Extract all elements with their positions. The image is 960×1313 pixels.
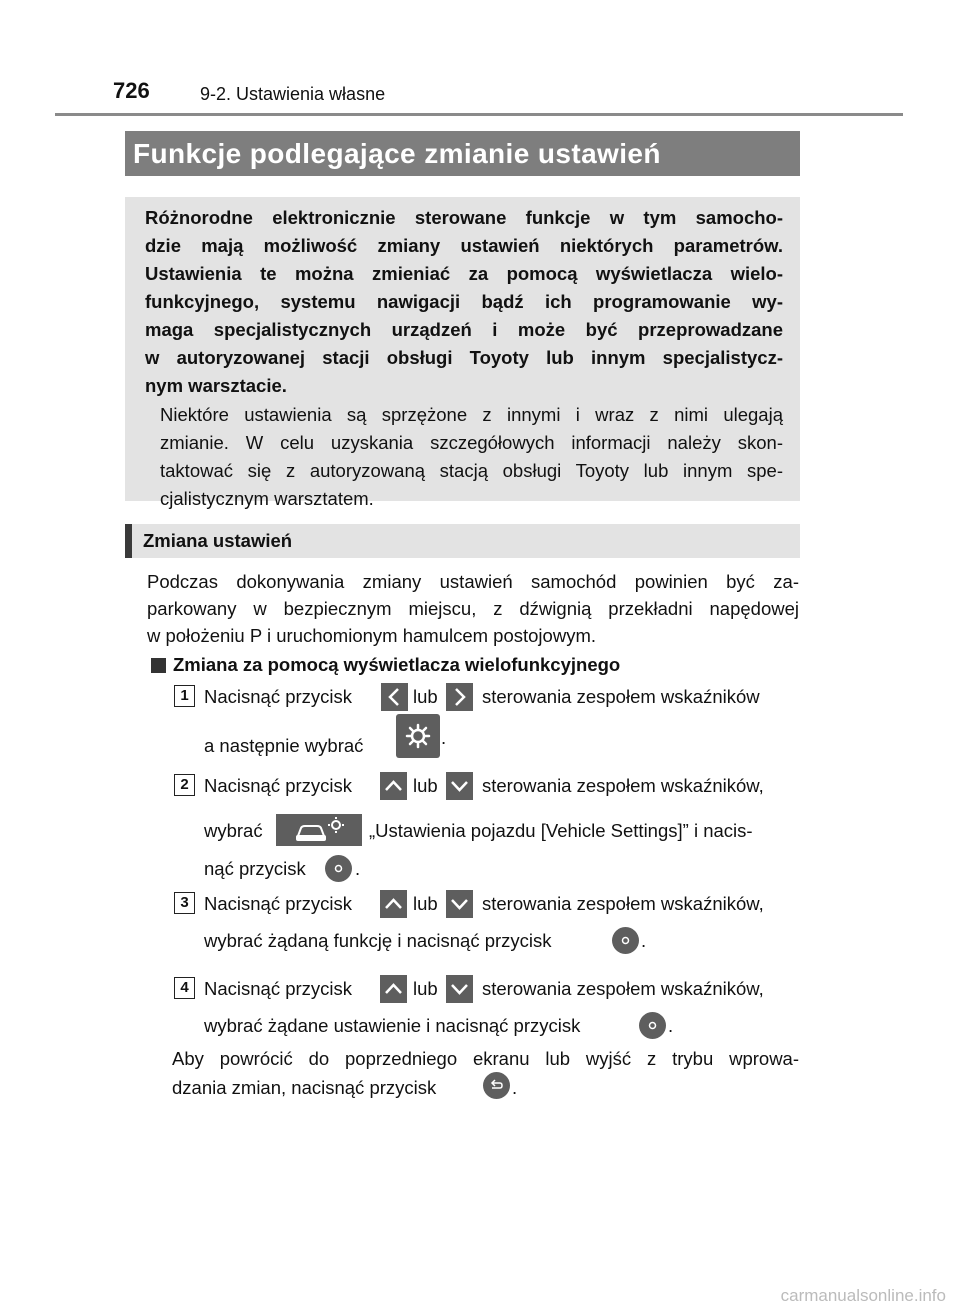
page-number: 726 [113,78,150,103]
step-text: . [641,930,647,951]
step-text: Nacisnąć przycisk [204,686,353,707]
chevron-down-icon [446,772,473,800]
step-text: . [668,1015,674,1036]
step-text: nąć przycisk [204,858,306,879]
step-text: lub [413,893,438,914]
intro-line: Podczas dokonywania zmiany ustawień samochód powinien być za- [147,571,799,592]
step-number: 4 [174,977,195,999]
step-number: 1 [174,685,195,707]
intro-line: w położeniu P i uruchomionym hamulcem postojowym. [147,625,596,646]
info-line: funkcyjnego, systemu nawigacji bądź ich programowanie wy- [145,291,783,312]
note-line: zmianie. W celu uzyskania szczegółowych informacji należy skon- [160,432,783,453]
step-text: Nacisnąć przycisk [204,978,353,999]
info-line: dzie mają możliwość zmiany ustawień niektórych parametrów. [145,235,783,256]
chevron-right-icon [446,683,473,711]
step-text: a następnie wybrać [204,735,364,756]
chevron-up-icon [380,975,407,1003]
info-line: nym warsztacie. [145,375,287,396]
step-text: wybrać żądaną funkcję i nacisnąć przycisk [204,930,552,951]
final-line: dzania zmian, nacisnąć przycisk [172,1077,437,1098]
bullet-square-icon [151,658,166,673]
ok-button-icon [612,927,639,954]
subsection-accent [125,524,132,558]
chevron-left-icon [381,683,408,711]
bullet-heading: Zmiana za pomocą wyświetlacza wielofunkcyjnego [173,654,621,675]
note-line: cjalistycznym warsztatem. [160,488,374,509]
running-head: 9-2. Ustawienia własne [200,84,386,104]
chevron-down-icon [446,975,473,1003]
step-number: 2 [174,774,195,796]
subsection-title: Zmiana ustawień [143,530,293,551]
watermark: carmanualsonline.info [780,1286,946,1305]
step-text: . [355,858,361,879]
intro-line: parkowany w bezpiecznym miejscu, z dźwignią przekładni napędowej [147,598,799,619]
step-text: Nacisnąć przycisk [204,775,353,796]
step-text: lub [413,978,438,999]
step-text: sterowania zespołem wskaźników, [482,893,764,914]
step-text: wybrać żądane ustawienie i nacisnąć przycisk [204,1015,581,1036]
step-text: sterowania zespołem wskaźników [482,686,760,707]
step-text: sterowania zespołem wskaźników, [482,775,764,796]
ok-button-icon [639,1012,666,1039]
gear-icon [396,714,440,758]
step-text: . [441,727,447,748]
final-line: . [512,1077,518,1098]
final-line: Aby powrócić do poprzedniego ekranu lub wyjść z trybu wprowa- [172,1048,799,1069]
chevron-up-icon [380,772,407,800]
section-title: Funkcje podlegające zmianie ustawień [133,138,661,169]
ok-button-icon [325,855,352,882]
step-text: „Ustawienia pojazdu [Vehicle Settings]” i nacis- [369,820,753,841]
step-number: 3 [174,892,195,914]
header-rule [55,113,903,116]
step-text: lub [413,686,438,707]
note-line: Niektóre ustawienia są sprzężone z innymi i wraz z nimi ulegają [160,404,783,425]
step-text: lub [413,775,438,796]
back-arrow-icon [483,1072,510,1099]
chevron-up-icon [380,890,407,918]
step-text: wybrać [204,820,263,841]
car-settings-icon [276,814,362,846]
step-text: sterowania zespołem wskaźników, [482,978,764,999]
chevron-down-icon [446,890,473,918]
step-text: Nacisnąć przycisk [204,893,353,914]
info-line: Różnorodne elektronicznie sterowane funkcje w tym samocho- [145,207,783,228]
info-line: Ustawienia te można zmieniać za pomocą wyświetlacza wielo- [145,263,783,284]
info-line: maga specjalistycznych urządzeń i może być przeprowadzane [145,319,783,340]
note-line: taktować się z autoryzowaną stacją obsługi Toyoty lub innym spe- [160,460,783,481]
info-line: w autoryzowanej stacji obsługi Toyoty lub innym specjalistycz- [145,347,783,368]
